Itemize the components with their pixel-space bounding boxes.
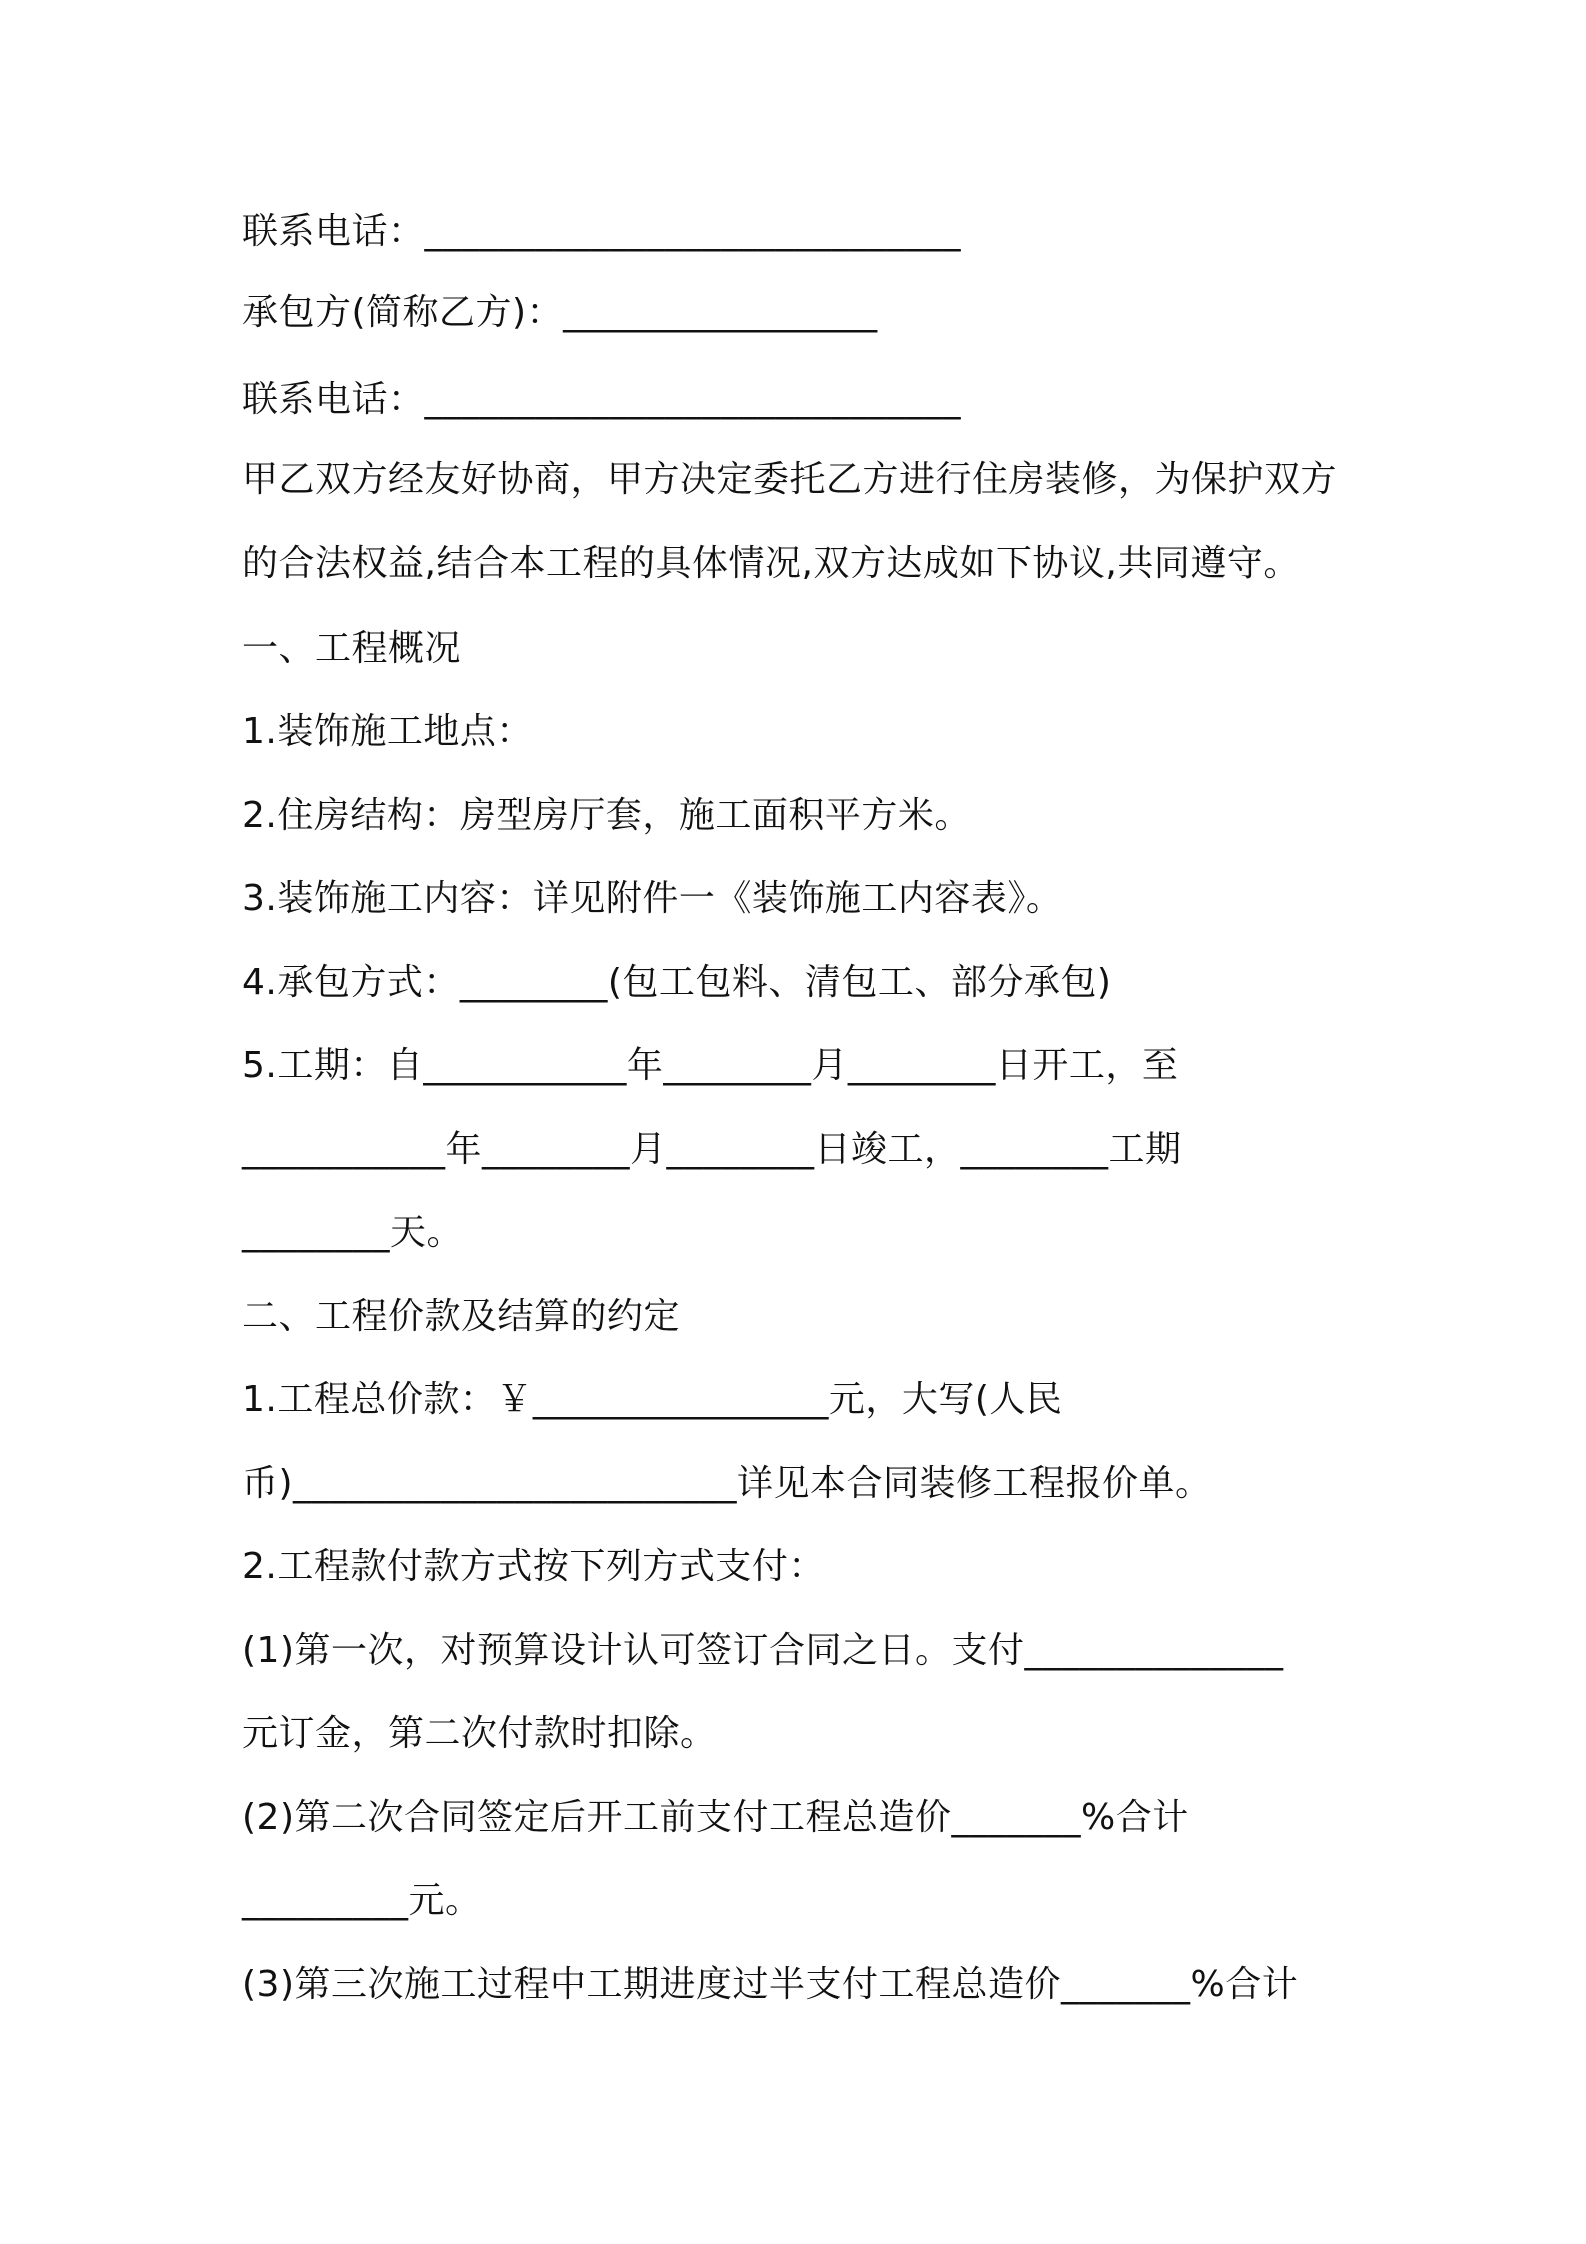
payment-2-line-1: (2)第二次合同签定后开工前支付工程总造价_______%合计: [242, 1797, 1189, 1838]
clause-1-5-line-2: ___________年________月________日竣工，________工期: [242, 1129, 1182, 1170]
clause-2-2: 2.工程款付款方式按下列方式支付：: [242, 1546, 825, 1587]
payment-1-line-1: (1)第一次，对预算设计认可签订合同之日。支付______________: [242, 1630, 1284, 1671]
section-1-heading: 一、工程概况: [242, 628, 462, 669]
clause-1-5-line-3: ________天。: [242, 1212, 464, 1253]
section-2-heading: 二、工程价款及结算的约定: [242, 1296, 681, 1337]
clause-2-1-line-1: 1.工程总价款：￥________________元，大写(人民: [242, 1379, 1063, 1420]
payment-2-line-2: _________元。: [242, 1880, 482, 1921]
contractor-name-line: 承包方(简称乙方)：_________________: [242, 292, 878, 333]
party-a-phone-line: 联系电话：_____________________________: [242, 211, 962, 252]
clause-1-1: 1.装饰施工地点：: [242, 711, 533, 752]
party-b-phone-line: 联系电话：_____________________________: [242, 379, 962, 420]
clause-1-3: 3.装饰施工内容：详见附件一《装饰施工内容表》。: [242, 878, 1063, 919]
clause-1-2: 2.住房结构：房型房厅套，施工面积平方米。: [242, 795, 971, 836]
payment-3-line-1: (3)第三次施工过程中工期进度过半支付工程总造价_______%合计: [242, 1964, 1299, 2005]
payment-1-line-2: 元订金，第二次付款时扣除。: [242, 1713, 717, 1754]
preamble-line-2: 的合法权益,结合本工程的具体情况,双方达成如下协议,共同遵守。: [242, 543, 1300, 584]
clause-1-4: 4.承包方式：________(包工包料、清包工、部分承包): [242, 962, 1112, 1003]
clause-1-5-line-1: 5.工期：自___________年________月________日开工，至: [242, 1045, 1179, 1086]
clause-2-1-line-2: 币)________________________详见本合同装修工程报价单。: [242, 1463, 1212, 1504]
preamble-line-1: 甲乙双方经友好协商，甲方决定委托乙方进行住房装修，为保护双方: [242, 459, 1338, 500]
